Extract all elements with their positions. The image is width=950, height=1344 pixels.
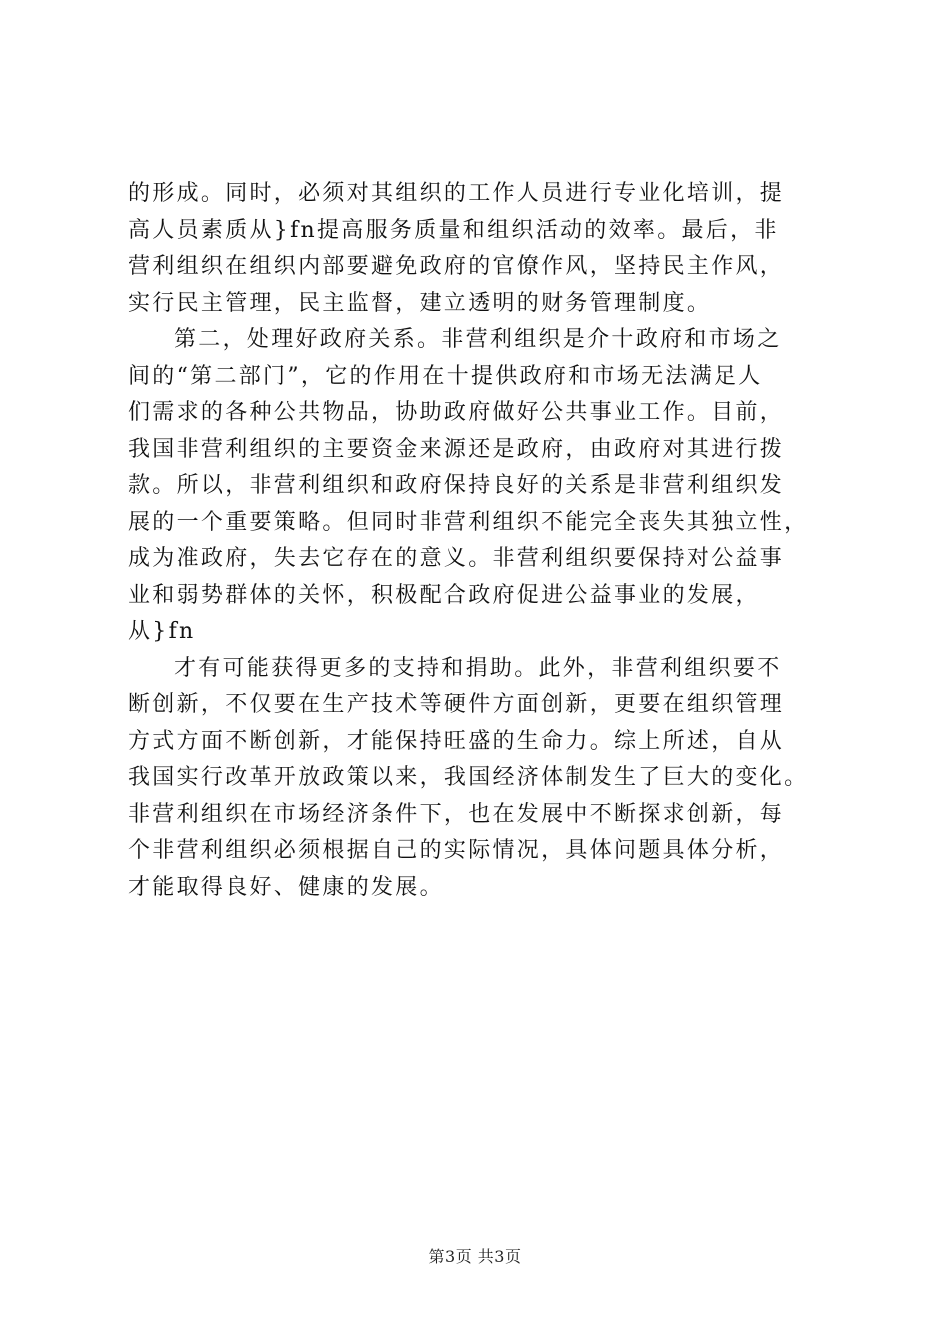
text-line: 我国非营利组织的主要资金来源还是政府，由政府对其进行拨 — [128, 436, 785, 462]
text-line: 实行民主管理，民主监督，建立透明的财务管理制度。 — [128, 290, 712, 316]
text-line: 业和弱势群体的关怀，积极配合政府促进公益事业的发展， — [128, 582, 760, 608]
text-line: 营利组织在组织内部要避免政府的官僚作风，坚持民主作风， — [128, 254, 785, 279]
text-line: 的形成。同时，必须对其组织的工作人员进行专业化培训，提 — [128, 181, 785, 206]
paragraph-start-line: 第二，处理好政府关系。非营利组织是介十政府和市场之 — [174, 327, 782, 352]
text-line: 从}fn — [128, 619, 196, 644]
text-line: 我国实行改革开放政策以来，我国经济体制发生了巨大的变化。 — [128, 765, 809, 790]
text-line: 间的“第二部门”，它的作用在十提供政府和市场无法满足人 — [128, 363, 763, 389]
paragraph-start-line: 才有可能获得更多的支持和捐助。此外，非营利组织要不 — [174, 655, 782, 681]
document-body — [128, 176, 858, 906]
text-line: 才能取得良好、健康的发展。 — [128, 874, 444, 900]
text-line: 个非营利组织必须根据自己的实际情况，具体问题具体分析， — [128, 838, 785, 863]
text-line: 款。所以，非营利组织和政府保持良好的关系是非营利组织发 — [128, 473, 785, 498]
page-number-footer: 第3页 共3页 — [428, 1247, 522, 1266]
text-line: 成为准政府，失去它存在的意义。非营利组织要保持对公益事 — [128, 546, 785, 571]
text-line: 展的一个重要策略。但同时非营利组织不能完全丧失其独立性， — [128, 509, 809, 535]
text-line: 高人员素质从}fn提高服务质量和组织活动的效率。最后，非 — [128, 217, 779, 243]
text-line: 方式方面不断创新，才能保持旺盛的生命力。综上所述，自从 — [128, 728, 785, 754]
text-line: 非营利组织在市场经济条件下，也在发展中不断探求创新，每 — [128, 801, 785, 827]
text-line: 们需求的各种公共物品，协助政府做好公共事业工作。目前， — [128, 400, 785, 425]
text-line: 断创新，不仅要在生产技术等硬件方面创新，更要在组织管理 — [128, 692, 785, 717]
